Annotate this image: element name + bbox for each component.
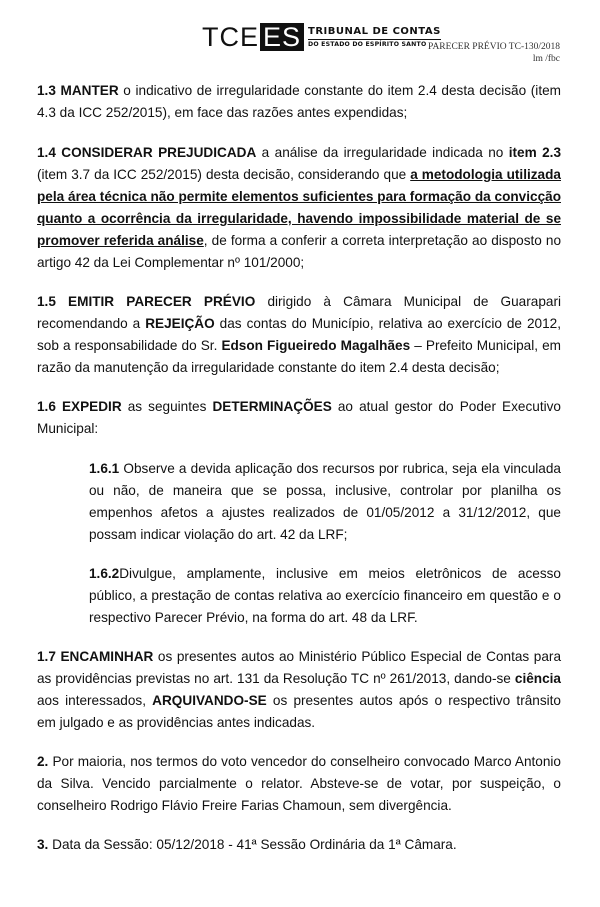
item-text: das contas do Município, relativa ao exercício de 2012, sob a responsabilidade do Sr. bbox=[37, 316, 561, 353]
page-header bbox=[0, 20, 600, 70]
item-text: Observe a devida aplicação dos recursos por rubrica, seja ela vinculada ou não, de maneira que se possa, inclusive, controlar por planilha os empenhos afetos a ajustes realizados de 01/05/2012 a 31/12/2012, que possam indicar violação do art. 42 da LRF; bbox=[89, 461, 561, 542]
logo-line1: TRIBUNAL DE CONTAS bbox=[308, 26, 441, 40]
item-label: 1.7 ENCAMINHAR bbox=[37, 649, 154, 664]
item-1-6-1 bbox=[89, 458, 561, 546]
item-1-3 bbox=[37, 80, 561, 124]
tce-es-logo bbox=[202, 23, 441, 51]
item-label: 3. bbox=[37, 837, 49, 852]
item-2 bbox=[37, 751, 561, 817]
item-label: 1.4 CONSIDERAR PREJUDICADA bbox=[37, 145, 257, 160]
item-text: , de forma a conferir a correta interpretação ao disposto no artigo 42 da Lei Complementar nº 101/2000; bbox=[37, 233, 562, 270]
logo-es: ES bbox=[260, 23, 304, 51]
item-label: 1.6.2 bbox=[89, 566, 120, 581]
item-text: Divulgue, amplamente, inclusive em meios eletrônicos de acesso público, a prestação de contas relativa ao exercício financeiro em questão e o respectivo Parecer Prévio, na forma do art. 48 da LRF. bbox=[89, 566, 561, 625]
item-text: dirigido à Câmara Municipal de Guarapari recomendando a bbox=[37, 294, 561, 331]
item-3 bbox=[37, 834, 561, 856]
item-text: Por maioria, nos termos do voto vencedor do conselheiro convocado Marco Antonio da Silva. Vencido parcialmente o relator. Absteve-se de votar, por suspeição, o conselheiro Rodrigo Flávio Freire Farias Chamoun, sem divergência. bbox=[37, 754, 561, 813]
item-label: 1.5 EMITIR PARECER PRÉVIO bbox=[37, 294, 256, 309]
item-underlined: a metodologia utilizada pela área técnica não permite elementos suficientes para formação da convicção quanto a ocorrência da irregularidade, havendo impossibilidade material de se promover referida análise bbox=[37, 167, 561, 248]
item-1-4 bbox=[37, 142, 561, 274]
item-text: o indicativo de irregularidade constante do item 2.4 desta decisão (item 4.3 da ICC 252/2015), em face das razões antes expendidas; bbox=[37, 83, 561, 120]
item-1-6-2 bbox=[89, 563, 561, 629]
document-body bbox=[37, 80, 561, 856]
ref-number: PARECER PRÉVIO TC-130/2018 bbox=[428, 42, 560, 52]
item-bold: ARQUIVANDO-SE bbox=[152, 693, 267, 708]
item-text: a análise da irregularidade indicada no bbox=[256, 145, 509, 160]
document-reference bbox=[428, 41, 560, 65]
item-label: 1.6.1 bbox=[89, 461, 120, 476]
item-1-7 bbox=[37, 646, 561, 734]
item-label: 1.3 MANTER bbox=[37, 83, 119, 98]
item-1-6 bbox=[37, 396, 561, 440]
logo-line2: DO ESTADO DO ESPÍRITO SANTO bbox=[308, 40, 427, 48]
item-bold: ciência bbox=[514, 671, 561, 686]
item-bold: item 2.3 bbox=[508, 145, 562, 160]
logo-text bbox=[308, 26, 441, 49]
item-bold: REJEIÇÃO bbox=[145, 316, 215, 331]
item-text: os presentes autos após o respectivo trânsito em julgado e as providências antes indicadas. bbox=[37, 693, 561, 730]
item-bold: DETERMINAÇÕES bbox=[212, 399, 332, 414]
ref-initials: lm /fbc bbox=[532, 54, 560, 64]
item-text: (item 3.7 da ICC 252/2015) desta decisão, considerando que bbox=[37, 167, 411, 182]
item-text: Data da Sessão: 05/12/2018 - 41ª Sessão Ordinária da 1ª Câmara. bbox=[48, 837, 457, 852]
item-text: os presentes autos ao Ministério Público Especial de Contas para as providências previstas no art. 131 da Resolução TC nº 261/2013, dando-se bbox=[37, 649, 561, 686]
logo-tc: TCE bbox=[202, 22, 259, 52]
item-label: 1.6 EXPEDIR bbox=[37, 399, 122, 414]
item-text: aos interessados, bbox=[37, 693, 153, 708]
item-text: as seguintes bbox=[121, 399, 213, 414]
item-text: – Prefeito Municipal, em razão da manutenção da irregularidade constante do item 2.4 desta decisão; bbox=[37, 338, 561, 375]
item-text: ao atual gestor do Poder Executivo Municipal: bbox=[37, 399, 561, 436]
item-1-5 bbox=[37, 291, 561, 379]
item-label: 2. bbox=[37, 754, 49, 769]
item-bold: Edson Figueiredo Magalhães bbox=[221, 338, 411, 353]
